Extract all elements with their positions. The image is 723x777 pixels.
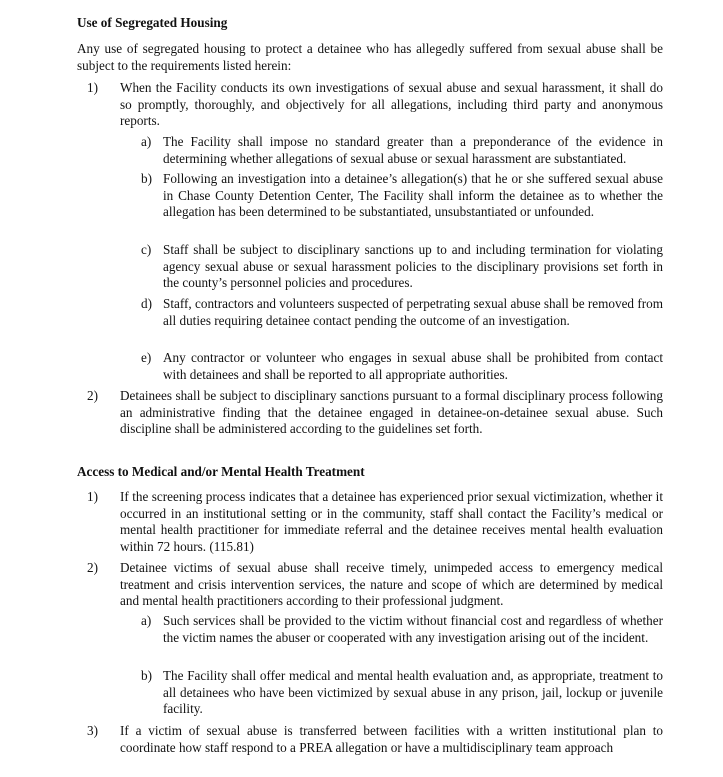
- sub-list-item-text: Such services shall be provided to the victim without financial cost and regardless of whether the victim names the abuser or cooperated with any investigation arising out of the incident.: [163, 613, 663, 645]
- sub-list-letter: d): [141, 296, 152, 311]
- section-heading-segregated-housing: Use of Segregated Housing: [77, 15, 228, 30]
- list-number: 1): [87, 489, 98, 504]
- list-item-text: If a victim of sexual abuse is transferred between facilities with a written institutional plan to coordinate how staff respond to a PREA allegation or have a multidisciplinary team approach: [120, 723, 663, 755]
- sub-list-item-text: The Facility shall offer medical and mental health evaluation and, as appropriate, treatment to all detainees who have been victimized by sexual abuse in any prison, jail, lockup or juvenile facility.: [163, 668, 663, 716]
- list-number: 2): [87, 388, 98, 403]
- sub-list-letter: a): [141, 134, 152, 149]
- sub-list-item-text: Any contractor or volunteer who engages in sexual abuse shall be prohibited from contact with detainees and shall be reported to all appropriate authorities.: [163, 350, 663, 382]
- list-item-text: Detainees shall be subject to disciplinary sanctions pursuant to a formal disciplinary process following an administrative finding that the detainee engaged in detainee-on-detainee sexual abuse. Such discipline shall be administered according to the guidelines set forth.: [120, 388, 663, 436]
- list-item-text: If the screening process indicates that a detainee has experienced prior sexual victimization, whether it occurred in an institutional setting or in the community, staff shall contact the Facility’s medical or mental health practitioner for immediate referral and the detainee receives mental health evaluation within 72 hours. (115.81): [120, 489, 663, 554]
- section-intro: Any use of segregated housing to protect a detainee who has allegedly suffered from sexual abuse shall be subject to the requirements listed herein:: [77, 41, 663, 73]
- section-heading-medical-access: Access to Medical and/or Mental Health Treatment: [77, 464, 365, 479]
- sub-list-item-text: Staff, contractors and volunteers suspected of perpetrating sexual abuse shall be removed from all duties requiring detainee contact pending the outcome of an investigation.: [163, 296, 663, 328]
- sub-list-letter: c): [141, 242, 152, 257]
- sub-list-letter: b): [141, 171, 152, 186]
- list-item-text: Detainee victims of sexual abuse shall receive timely, unimpeded access to emergency medical treatment and crisis intervention services, the nature and scope of which are determined by medical and mental health practitioners according to their professional judgment.: [120, 560, 663, 608]
- sub-list-item-text: The Facility shall impose no standard greater than a preponderance of the evidence in determining whether allegations of sexual abuse or sexual harassment are substantiated.: [163, 134, 663, 166]
- sub-list-item-text: Following an investigation into a detainee’s allegation(s) that he or she suffered sexual abuse in Chase County Detention Center, The Facility shall inform the detainee as to whether the allegation has been determined to be substantiated, unsubstantiated or unfounded.: [163, 171, 663, 219]
- list-number: 3): [87, 723, 98, 738]
- list-number: 2): [87, 560, 98, 575]
- list-number: 1): [87, 80, 98, 95]
- sub-list-item-text: Staff shall be subject to disciplinary sanctions up to and including termination for violating agency sexual abuse or sexual harassment policies to the disciplinary provisions set forth in the county’s personnel policies and procedures.: [163, 242, 663, 290]
- sub-list-letter: b): [141, 668, 152, 683]
- sub-list-letter: e): [141, 350, 152, 365]
- sub-list-letter: a): [141, 613, 152, 628]
- list-item-text: When the Facility conducts its own investigations of sexual abuse and sexual harassment, it shall do so promptly, thoroughly, and objectively for all allegations, including third party and anonymous reports.: [120, 80, 663, 128]
